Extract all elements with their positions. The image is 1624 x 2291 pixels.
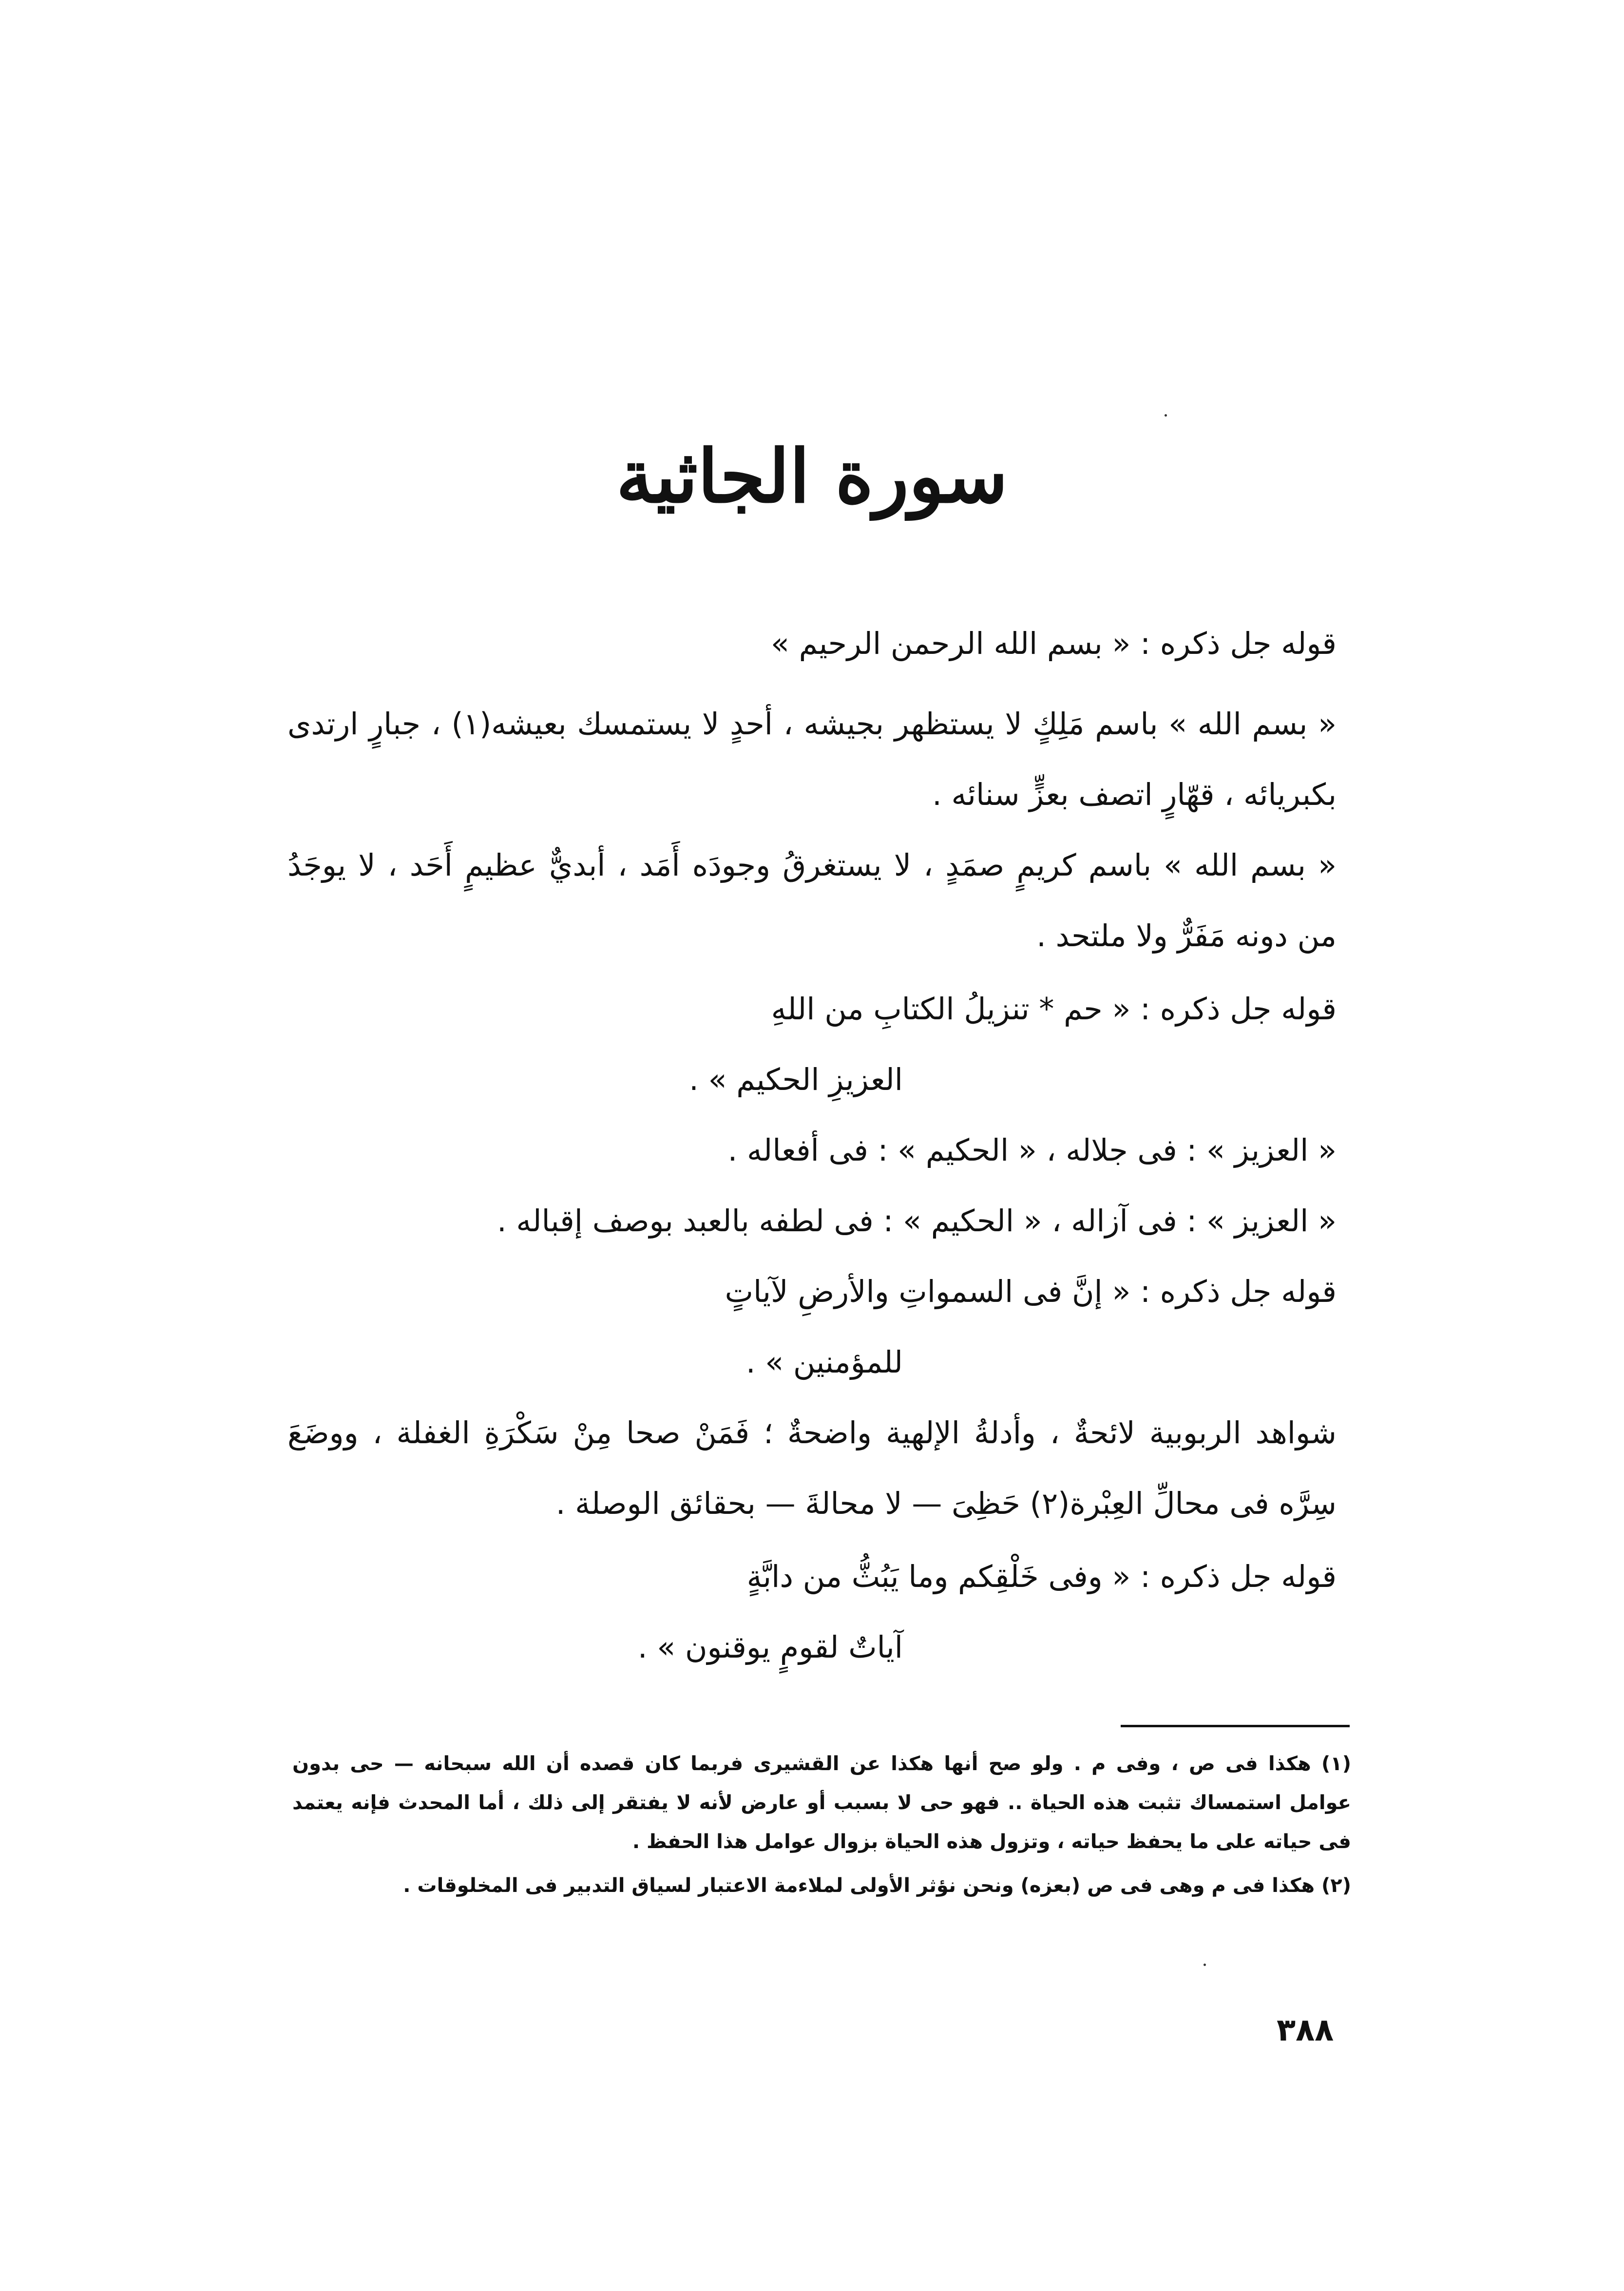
paragraph-line: « بسم الله » باسم كريمٍ صمَدٍ ، لا يستغرقُ وجودَه أَمَد ، أبديٌّ عظيمٍ أَحَد ، لا يوجَدُ	[287, 847, 1337, 883]
verse-heading: قوله جل ذكره : « بسم الله الرحمن الرحيم »	[770, 626, 1337, 661]
paragraph-line: من دونه مَفَرٌّ ولا ملتحد .	[1036, 918, 1337, 954]
scan-speck	[1165, 414, 1167, 417]
scan-speck	[1204, 1964, 1206, 1966]
verse-continuation: للمؤمنين » .	[745, 1344, 903, 1380]
footnote-line: عوامل استمساك تثبت هذه الحياة .. فهو حى لا بسبب أو عارض لأنه لا يفتقر إلى ذلك ، أما المحدث فإنه يعتمد	[292, 1792, 1351, 1814]
footnote-line: فى حياته على ما يحفظ حياته ، وتزول هذه الحياة بزوال عوامل هذا الحفظ .	[632, 1831, 1351, 1853]
paragraph-line: بكبريائه ، قهّارٍ اتصف بعزٍّ سنائه .	[932, 777, 1337, 812]
paragraph-line: سِرَّه فى محالِّ العِبْرة(٢) حَظِىَ — لا محالةَ — بحقائق الوصلة .	[555, 1486, 1337, 1521]
footnote-line: (١) هكذا فى ص ، وفى م . ولو صح أنها هكذا عن القشيرى فربما كان قصده أن الله سبحانه — حى بدون	[292, 1753, 1351, 1775]
paragraph-line: « العزيز » : فى آزاله ، « الحكيم » : فى لطفه بالعبد بوصف إقباله .	[497, 1203, 1337, 1239]
verse-continuation: العزيزِ الحكيم » .	[689, 1062, 903, 1097]
paragraph-line: « بسم الله » باسم مَلِكٍ لا يستظهر بجيشه ، أحدٍ لا يستمسك بعيشه(١) ، جبارٍ ارتدى	[287, 706, 1337, 742]
page-number: ٣٨٨	[1277, 2012, 1334, 2048]
verse-heading: قوله جل ذكره : « إنَّ فى السمواتِ والأرضِ لآياتٍ	[725, 1274, 1337, 1309]
verse-heading: قوله جل ذكره : « وفى خَلْقِكم وما يَبُثُّ من دابَّةٍ	[746, 1559, 1337, 1594]
paragraph-line: « العزيز » : فى جلاله ، « الحكيم » : فى أفعاله .	[727, 1132, 1337, 1168]
verse-heading: قوله جل ذكره : « حم * تنزيلُ الكتابِ من اللهِ	[771, 991, 1337, 1027]
paragraph-line: شواهد الربوبية لائحةٌ ، وأدلةُ الإلهية واضحةٌ ؛ فَمَنْ صحا مِنْ سَكْرَةِ الغفلة ، ووضَعَ	[287, 1415, 1337, 1451]
page-title: سورة الجاثية	[616, 434, 1008, 519]
footnote-separator	[1121, 1725, 1350, 1727]
verse-continuation: آياتٌ لقومٍ يوقنون » .	[637, 1629, 903, 1665]
footnote-line: (٢) هكذا فى م وهى فى ص (بعزه) ونحن نؤثر الأولى لملاءمة الاعتبار لسياق التدبير فى المخلوقات .	[403, 1874, 1351, 1897]
